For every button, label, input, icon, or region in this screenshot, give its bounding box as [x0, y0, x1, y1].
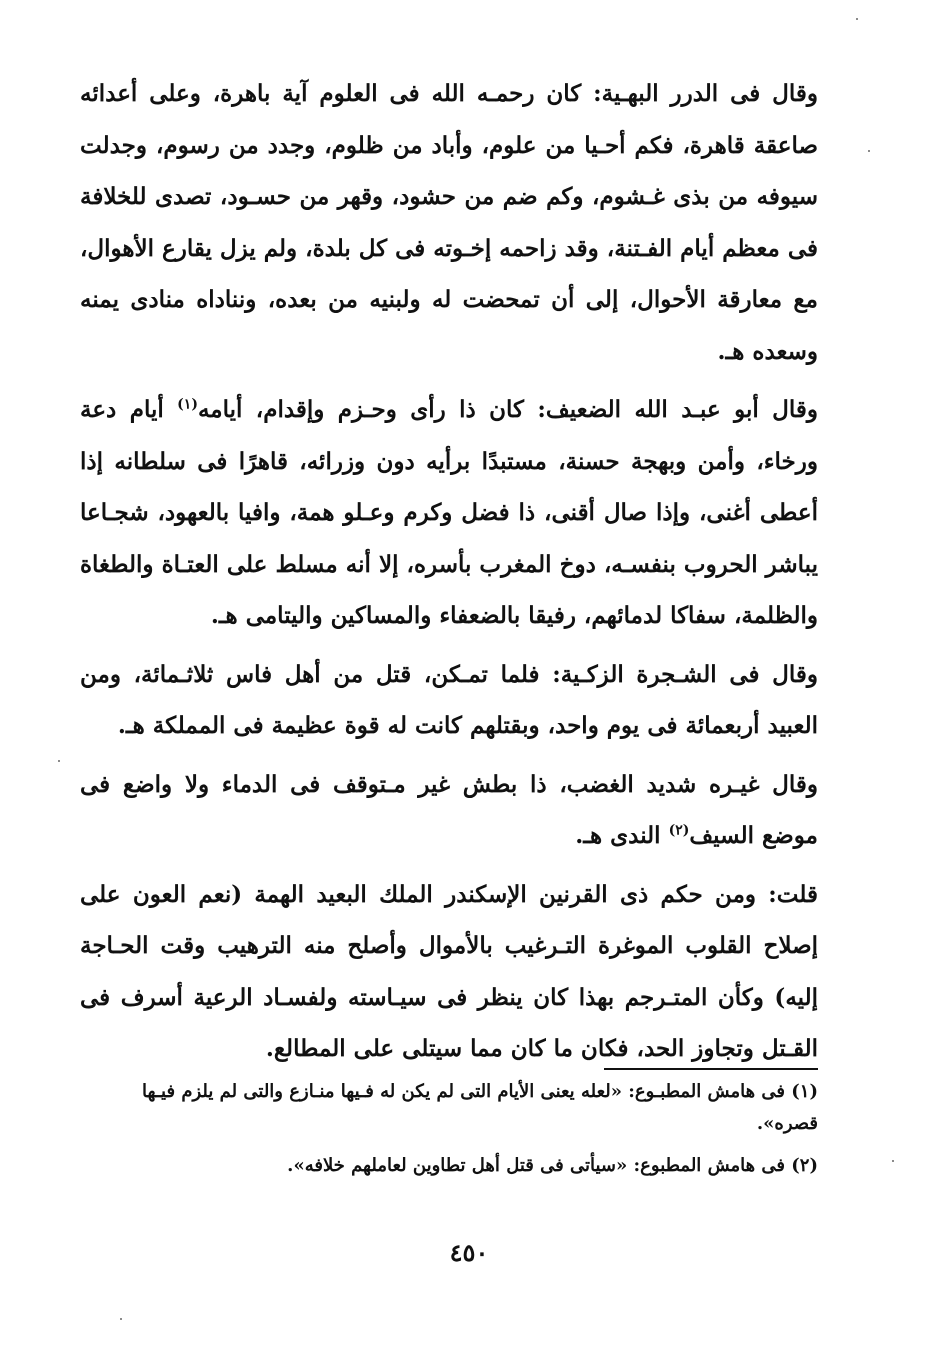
scan-speck: [868, 150, 870, 152]
paragraph-shajara: وقال فى الشـجرة الزكـية: فلما تمـكن، قتل من أهل فاس ثلاثـمائة، ومن العبيد أربعمائة فى يوم واحد، وبقتلهم كانت له قوة عظيمة فى المملكة هـ.: [80, 660, 818, 739]
footnote-ref-2: (٢): [668, 822, 690, 839]
scan-speck: [120, 1318, 122, 1320]
footnote-1: (١) فى هامش المطبـوع: «لعله يعنى الأيام التى لم يكن له فـيها منـازع والتى لم يلزم فيـها قصره».: [141, 1081, 818, 1134]
paragraph-ghayruhu: [80, 759, 818, 862]
paragraph-abu-abdallah-text-b: أيام دعة ورخاء، وأمن وبهجة حسنة، مستبدًا برأيه دون وزرائه، قاهرًا فى سلطانه إذا أعطى أغنى، وإذا صال أقنى، ذا فضل وكرم وعـلو همة، وافيا بالعهود، شجـاعا يباشر الحروب بنفسـه، دوخ المغرب بأسره، إلا أنه مسلط على العتـاة والطغاة والظلمة، سفاكا لدمائهم، رفيقا بالضعفاء والمساكين واليتامى هـ.: [80, 396, 818, 629]
paragraph-abu-abdallah-text-a: وقال أبو عبـد الله الضعيف: كان ذا رأى وحـزم وإقدام، أيامه: [197, 396, 819, 423]
footnotes: [80, 1076, 818, 1192]
footnote-ref-1: (١): [177, 396, 198, 413]
paragraph-durar: وقال فى الدرر البهـية: كان رحمـه الله فى العلوم آية باهرة، وعلى أعدائه صاعقة قاهرة، فكم أحـيا من علوم، وأباد من ظلوم، وجدد من رسوم، وجدلت سيوفه من بذى غـشوم، وكم ضم من حشود، وقهر من حسـود، تصدى للخلافة فى معظم أيام الفـتنة، وقد زاحمه إخـوته فى كل بلدة، ولم يزل يقارع الأهوال، مع معارقة الأحوال، إلى أن تمحضت له ولبنيه من بعده، ونناداه منادى يمنه وسعده هـ.: [79, 80, 818, 365]
footnote-separator: [604, 1068, 818, 1070]
scan-speck: [892, 1160, 894, 1162]
footnote-2: (٢) فى هامش المطبوع: «سيأتى فى قتل أهل تطاوين لعاملهم خلافه».: [287, 1155, 818, 1176]
main-text: [80, 68, 818, 1082]
paragraph-abu-abdallah: [80, 384, 818, 642]
page-number: ٤٥٠: [449, 1238, 489, 1267]
paragraph-ghayruhu-text-b: الندى هـ.: [575, 822, 669, 849]
scan-speck: [58, 760, 60, 762]
paragraph-ghayruhu-text-a: وقال غيـره شديد الغضب، ذا بطش غير مـتوقف فى الدماء ولا واضع فى موضع السيف: [80, 770, 818, 849]
scan-speck: [856, 18, 858, 20]
paragraph-qultu: قلت: ومن حكم ذى القرنين الإسكندر الملك البعيد الهمة (نعم العون على إصلاح القلوب الموغرة التـرغيب بالأموال وأصلح منه الترهيب وقت الحـاجة إليه) وكأن المتـرجم بهذا كان ينظر فى سيـاسته ولفسـاد الرعية أسرف فى القـتل وتجاوز الحد، فكان ما كان مما سيتلى على المطالع.: [80, 880, 819, 1062]
